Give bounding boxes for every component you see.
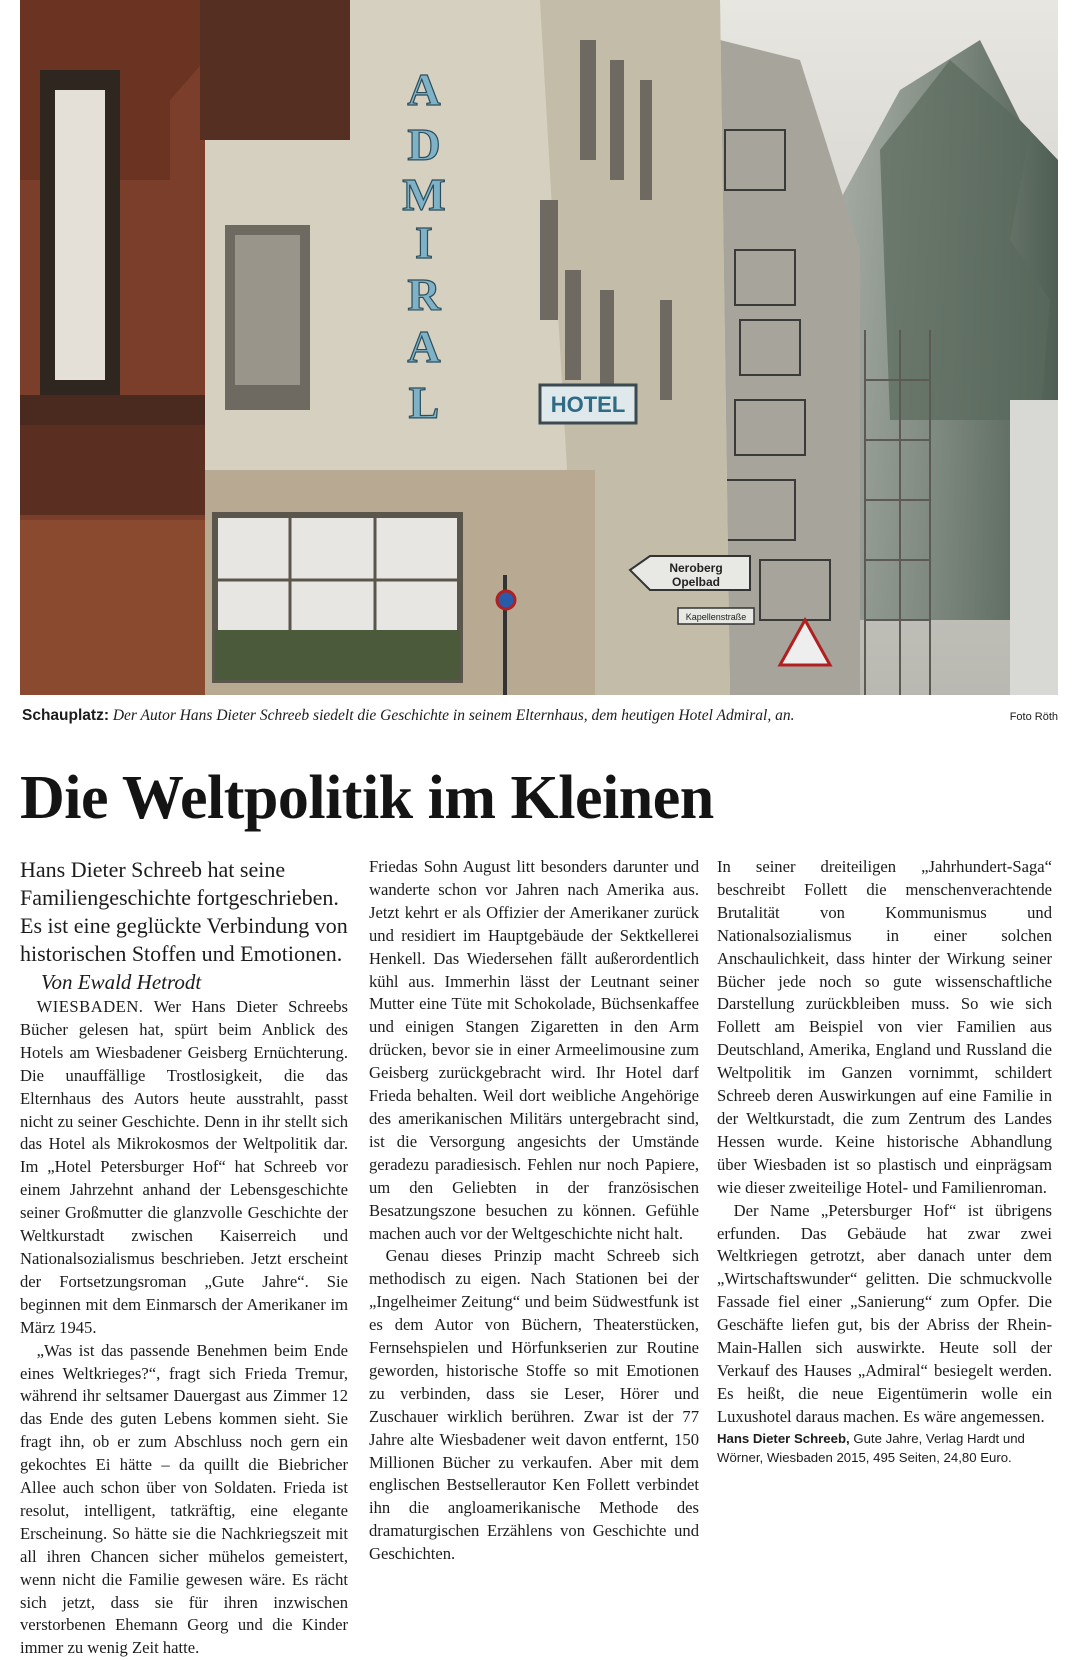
street-sign-bottom: Opelbad	[671, 575, 721, 589]
article-paragraph: Genau dieses Prinzip macht Schreeb sich methodisch zu eigen. Nach Stationen bei der „Ingelheimer Zeitung“ und beim Südwestfunk ist es dem Autor von Büchern, Theaterstücken, Fernsehspielen und Hörfunkserien zur Routine geworden, historische Stoffe so mit Emotionen zu verbinden, dass sie Leser, Hörer und Zuschauer wirklich berühren. Zwar ist der 77 Jahre alte Wiesbadener weit davon entfernt, 150 Millionen Bücher zu verkaufen. Aber mit dem englischen Bestsellerautor Ken Follett verbindet ihn die angloamerikanische Methode des dramaturgischen Erzählens von Geschichte und Geschichten.	[369, 1246, 699, 1564]
admiral-sign-letter: A	[407, 64, 441, 115]
street-sign-top: Neroberg	[669, 561, 723, 575]
article-paragraph: Friedas Sohn August litt besonders darunter und wanderte schon vor Jahren nach Amerika aus. Jetzt kehrt er als Offizier der Amerikaner zurück und residiert im Hauptgebäude der Sektkellerei Henkell. Das Wiedersehen fällt außerordentlich kühl aus. Immerhin lässt der Leutnant seiner Mutter eine Tüte mit Schokolade, Büchsenkaffee und einigen Stangen Zigaretten in den Arm drücken, bevor sie in einer Armeelimousine zum Geisberg zurückgebracht wird. Ihr Hotel darf Frieda behalten. Weil dort weibliche Angehörige des amerikanischen Militärs untergebracht sind, ist die Versorgung angesichts der Umstände geradezu paradiesisch. Fehlen nur noch Papiere, um den Geliebten in der französischen Besatzungszone besuchen zu können. Gefühle machen auch vor der Weltgeschichte nicht halt.	[369, 857, 699, 1243]
dateline: WIESBADEN.	[36, 997, 144, 1016]
article-teaser: Hans Dieter Schreeb hat seine Familiengeschichte fortgeschrieben. Es ist eine geglückte Verbindung von historischen Stoffen und Emotionen.	[20, 857, 348, 966]
book-author: Hans Dieter Schreeb,	[717, 1430, 850, 1446]
article-paragraph: In seiner dreiteiligen „Jahrhundert-Saga“ beschreibt Follett die menschenverachtende Brutalität von Kommunismus und Nationalsozialismus in einer solchen Anschaulichkeit, dass hinter der Wirkung seiner Bücher jede noch so gute wissenschaftliche Darstellung zurückbleiben muss. So wie sich Follett am Beispiel von vier Familien aus Deutschland, Amerika, England und Russland die Weltpolitik im Ganzen vornimmt, schildert Schreeb deren Auswirkungen auf eine Familie in der Weltkurstadt, die zum Zentrum des Landes Hessen wurde. Keine historische Abhandlung über Wiesbaden ist so plastisch und einprägsam wie dieser zweiteilige Hotel- und Familienroman.	[717, 857, 1052, 1197]
article-paragraph: Der Name „Petersburger Hof“ ist übrigens erfunden. Das Gebäude hat zwar zwei Weltkriegen getrotzt, aber danach unter dem „Wirtschaftswunder“ gelitten. Die schmuckvolle Fassade fiel einer „Sanierung“ zum Opfer. Die Geschäfte liefen gut, bis der Abriss der Rhein-Main-Hallen sich auswirkte. Heute soll der Verkauf des Hauses „Admiral“ besiegelt werden. Es heißt, die neue Eigentümerin wolle ein Luxushotel daraus machen. Es wäre angemessen.	[717, 1200, 1052, 1426]
book-reference	[717, 1429, 1052, 1467]
caption-text: Der Autor Hans Dieter Schreeb siedelt die Geschichte in seinem Elternhaus, dem heutigen Hotel Admiral, an.	[112, 707, 795, 724]
hotel-street-photo	[20, 0, 1058, 695]
article-column-3	[717, 856, 1052, 1467]
caption-label: Schauplatz:	[22, 707, 109, 724]
admiral-sign-letter: R	[407, 269, 441, 320]
article-column-2	[369, 856, 699, 1566]
article-paragraph	[20, 996, 348, 1340]
admiral-sign-letter: M	[402, 169, 446, 220]
hotel-sign-text: HOTEL	[550, 392, 626, 417]
article-column-1	[20, 856, 348, 1660]
article-byline: Von Ewald Hetrodt	[41, 970, 202, 994]
street-name-sign: Kapellenstraße	[685, 612, 747, 622]
admiral-sign-letter: D	[407, 119, 441, 170]
article-headline: Die Weltpolitik im Kleinen	[20, 764, 714, 832]
admiral-sign-letter: L	[408, 377, 440, 428]
admiral-sign-letter: A	[407, 321, 441, 372]
article-paragraph: „Was ist das passende Benehmen beim Ende eines Weltkrieges?“, fragt sich Frieda Tremur, während ihr seltsamer Dauergast aus Zimmer 12 das Ende des guten Lebens kommen sieht. Sie fragt ihn, ob er zum Abschluss noch gern ein gekochtes Ei hätte – da quillt die Biebricher Allee auch schon über von Soldaten. Frieda ist resolut, intelligent, tatkräftig, eine elegante Erscheinung. So hätte sie die Nachkriegszeit mit all ihren Chancen sicher mühelos gemeistert, wenn nicht die Familie gewesen wäre. Es rächt sich jetzt, dass sie für ihren inzwischen verstorbenen Ehemann Georg und die Kinder immer zu wenig Zeit hatte.	[20, 1340, 348, 1658]
book-details: Gute Jahre, Verlag Hardt und Wörner, Wiesbaden 2015, 495 Seiten, 24,80 Euro.	[717, 1430, 1025, 1465]
photo-caption	[22, 706, 1058, 726]
admiral-sign-letter: I	[415, 217, 433, 268]
photo-credit: Foto Röth	[1009, 711, 1058, 723]
article-photo	[20, 0, 1058, 695]
paragraph-text: Wer Hans Dieter Schreebs Bücher gelesen hat, spürt beim Anblick des Hotels am Wiesbadener Geisberg Ernüchterung. Die unauffällige Trostlosigkeit, die das Elternhaus des Autors heute ausstrahlt, passt nicht zu seiner Geschichte. Denn in ihr stellt sich das Hotel als Mikrokosmos der Weltpolitik dar. Im „Hotel Petersburger Hof“ hat Schreeb vor einem Jahrzehnt anhand der Lebensgeschichte seiner Großmutter die glanzvolle Geschichte der Weltkurstadt zwischen Kaiserreich und Nationalsozialismus beschrieben. Jetzt erscheint der Fortsetzungsroman „Gute Jahre“. Sie beginnen mit dem Einmarsch der Amerikaner im März 1945.	[20, 997, 348, 1337]
